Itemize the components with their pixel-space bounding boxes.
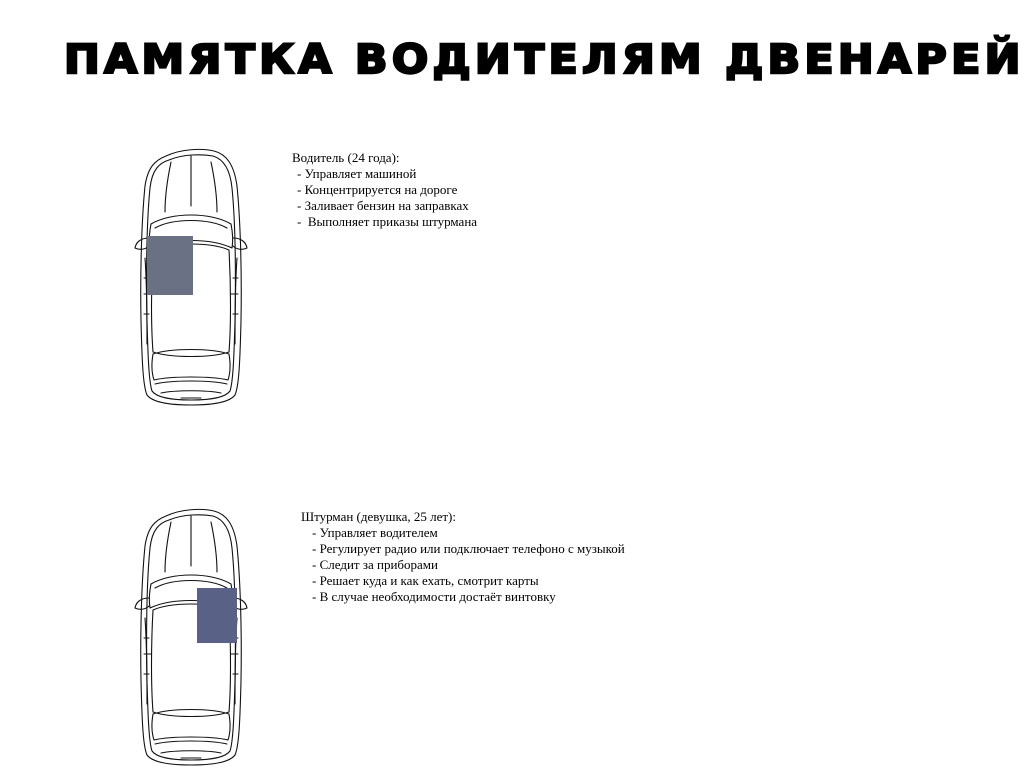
list-item: - Регулирует радио или подключает телефоно с музыкой [312,541,625,557]
list-item: - Управляет машиной [297,166,477,182]
navigator-seat-marker [197,588,237,643]
list-item: - Концентрируется на дороге [297,182,477,198]
navigator-notes [301,509,625,605]
list-item: - Решает куда и как ехать, смотрит карты [312,573,625,589]
driver-notes [292,150,477,230]
driver-heading: Водитель (24 года): [292,150,400,165]
car-navigator-diagram [131,506,251,768]
driver-seat-marker [147,236,193,295]
list-item: - Выполняет приказы штурмана [297,214,477,230]
navigator-heading: Штурман (девушка, 25 лет): [301,509,456,524]
list-item: - В случае необходимости достаёт винтовку [312,589,625,605]
list-item: - Следит за приборами [312,557,625,573]
list-item: - Заливает бензин на заправках [297,198,477,214]
car-driver-diagram [131,146,251,408]
page-title: ПАМЯТКА ВОДИТЕЛЯМ ДВЕНАРЕЙ [64,37,1025,83]
list-item: - Управляет водителем [312,525,625,541]
